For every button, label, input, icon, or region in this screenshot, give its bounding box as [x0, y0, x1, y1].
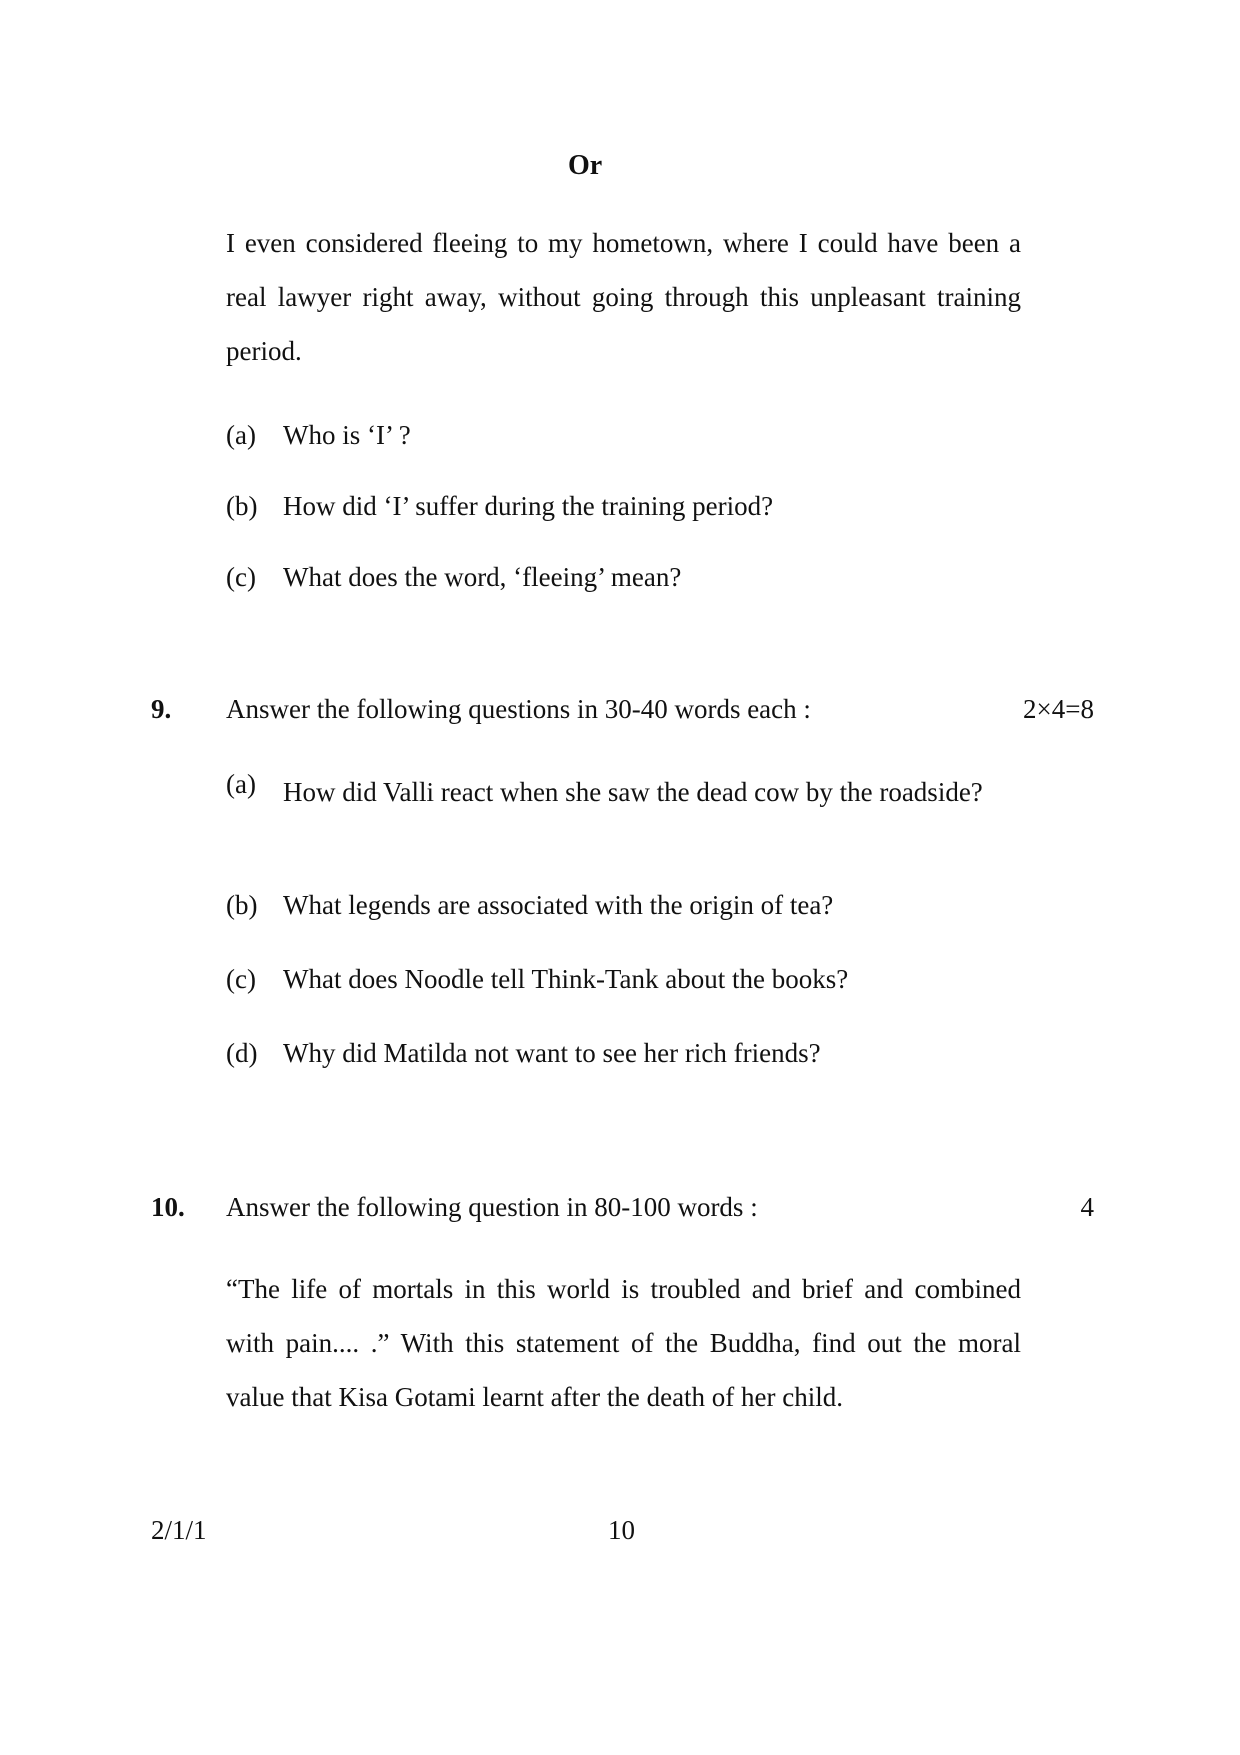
question-9-instruction: Answer the following questions in 30-40 words each :: [226, 694, 811, 724]
question-10-text: “The life of mortals in this world is troubled and brief and combined with pain.... .” With this statement of the Buddha, find out the moral value that Kisa Gotami learnt after the death of her child.: [226, 1274, 1021, 1412]
question-label: (c): [226, 562, 256, 592]
question-text: How did Valli react when she saw the dead cow by the roadside?: [283, 777, 983, 807]
question-label: (b): [226, 491, 258, 521]
question-9-number: 9.: [151, 694, 172, 724]
passage-text: I even considered fleeing to my hometown, where I could have been a real lawyer right away, without going through this unpleasant training period.: [226, 228, 1021, 366]
question-10-instruction: Answer the following question in 80-100 words :: [226, 1192, 758, 1222]
question-label: (b): [226, 890, 258, 920]
page-number: 10: [608, 1515, 635, 1545]
question-10-marks: 4: [1080, 1192, 1094, 1222]
question-text: Why did Matilda not want to see her rich friends?: [283, 1038, 821, 1068]
question-10-number: 10.: [151, 1192, 185, 1222]
question-text: What legends are associated with the origin of tea?: [283, 890, 834, 920]
question-label: (c): [226, 964, 256, 994]
question-label: (d): [226, 1038, 258, 1068]
question-label: (a): [226, 769, 256, 799]
question-text: Who is ‘I’ ?: [283, 420, 411, 450]
question-text: What does Noodle tell Think-Tank about the books?: [283, 964, 849, 994]
paper-code: 2/1/1: [151, 1515, 207, 1545]
question-9-marks: 2×4=8: [1023, 694, 1094, 724]
question-text: What does the word, ‘fleeing’ mean?: [283, 562, 682, 592]
or-heading: Or: [568, 150, 603, 181]
question-label: (a): [226, 420, 256, 450]
question-text: How did ‘I’ suffer during the training period?: [283, 491, 774, 521]
